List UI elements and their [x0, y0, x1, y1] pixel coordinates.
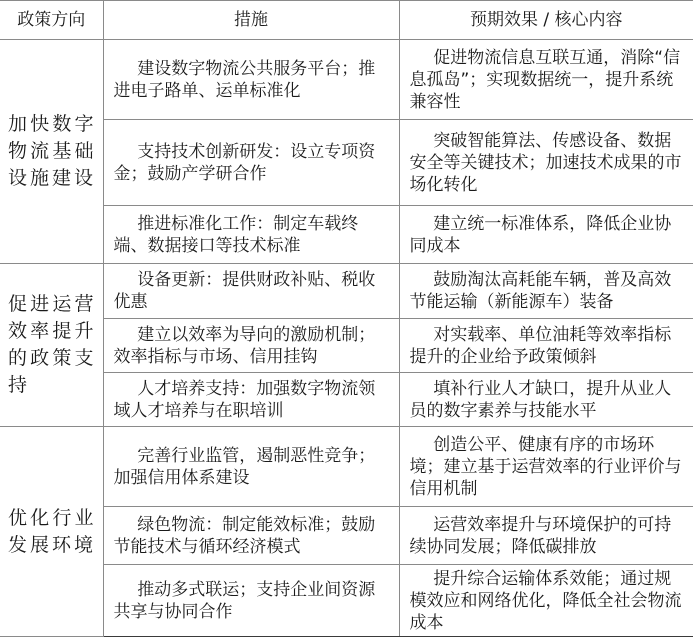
measure-cell: 推进标准化工作：制定车载终端、数据接口等技术标准: [103, 206, 399, 264]
effect-cell: 促进物流信息互联互通，消除“信息孤岛”；实现数据统一，提升系统兼容性: [399, 40, 693, 120]
effect-cell: 突破智能算法、传感设备、数据安全等关键技术；加速技术成果的市场化转化: [399, 120, 693, 206]
table-row: [0, 427, 693, 507]
measure-cell: 绿色物流：制定能效标准；鼓励节能技术与循环经济模式: [103, 507, 399, 565]
table-row: [0, 565, 693, 637]
effect-cell: 提升综合运输体系效能；通过规模效应和网络优化，降低全社会物流成本: [399, 565, 693, 637]
header-direction: 政策方向: [0, 1, 103, 40]
table-row: [0, 40, 693, 120]
table-row: [0, 373, 693, 427]
effect-cell: 建立统一标准体系，降低企业协同成本: [399, 206, 693, 264]
measure-cell: 设备更新：提供财政补贴、税收优惠: [103, 264, 399, 319]
direction-cell: 优化行业发展环境: [0, 427, 103, 637]
effect-cell: 运营效率提升与环境保护的可持续协同发展；降低碳排放: [399, 507, 693, 565]
header-measure: 措施: [103, 1, 399, 40]
table-row: [0, 264, 693, 319]
measure-cell: 人才培养支持：加强数字物流领域人才培养与在职培训: [103, 373, 399, 427]
direction-cell: 加快数字物流基础设施建设: [0, 40, 103, 264]
effect-cell: 填补行业人才缺口，提升从业人员的数字素养与技能水平: [399, 373, 693, 427]
effect-cell: 对实载率、单位油耗等效率指标提升的企业给予政策倾斜: [399, 319, 693, 373]
measure-cell: 完善行业监管，遏制恶性竞争；加强信用体系建设: [103, 427, 399, 507]
effect-cell: 鼓励淘汰高耗能车辆，普及高效节能运输（新能源车）装备: [399, 264, 693, 319]
measure-cell: 建设数字物流公共服务平台；推进电子路单、运单标准化: [103, 40, 399, 120]
measure-cell: 推动多式联运；支持企业间资源共享与协同合作: [103, 565, 399, 637]
table-header-row: [0, 1, 693, 40]
table-row: [0, 507, 693, 565]
effect-cell: 创造公平、健康有序的市场环境；建立基于运营效率的行业评价与信用机制: [399, 427, 693, 507]
table-row: [0, 206, 693, 264]
direction-cell: 促进运营效率提升的政策支持: [0, 264, 103, 427]
header-effect: 预期效果 / 核心内容: [399, 1, 693, 40]
table-row: [0, 120, 693, 206]
measure-cell: 建立以效率为导向的激励机制；效率指标与市场、信用挂钩: [103, 319, 399, 373]
measure-cell: 支持技术创新研发：设立专项资金；鼓励产学研合作: [103, 120, 399, 206]
table-row: [0, 319, 693, 373]
